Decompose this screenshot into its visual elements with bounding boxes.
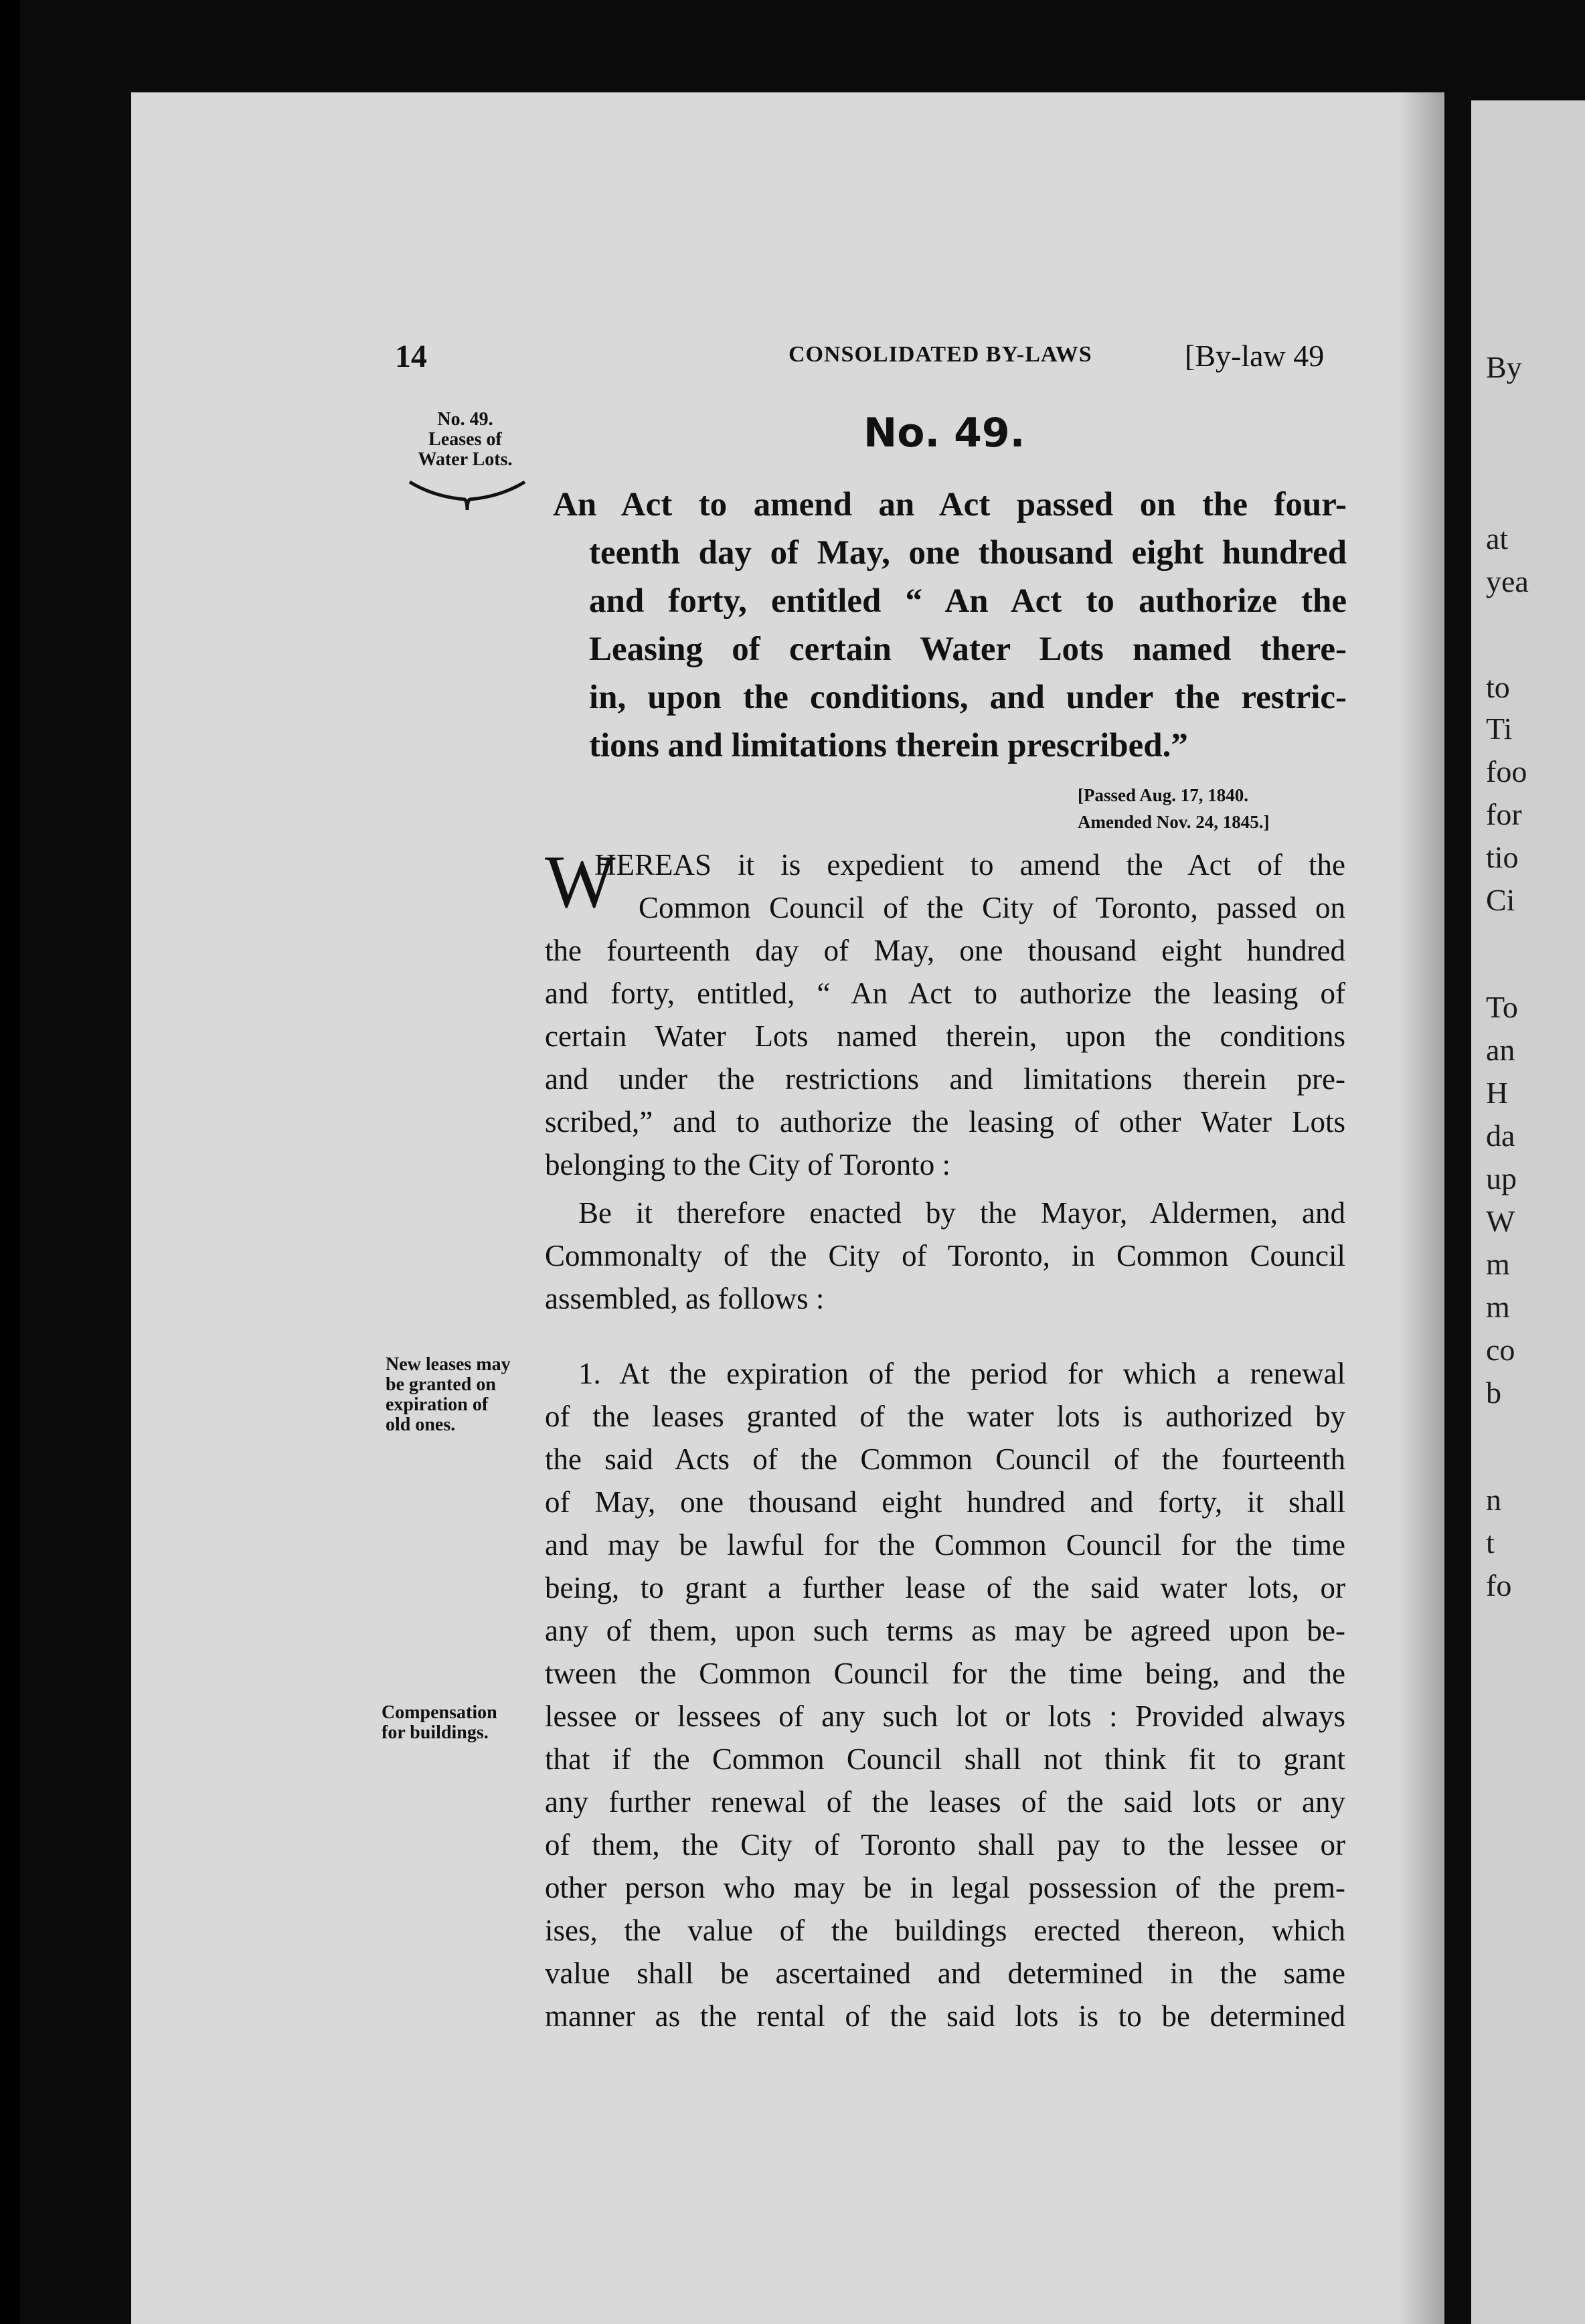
adjacent-page-fragment: m bbox=[1486, 1247, 1510, 1281]
adjacent-page-fragment: To bbox=[1486, 990, 1518, 1024]
preamble-line: An Act to amend an Act passed on the four- bbox=[553, 486, 1347, 523]
adjacent-page-fragment: to bbox=[1486, 670, 1510, 704]
preamble-line: Leasing of certain Water Lots named there- bbox=[589, 631, 1347, 668]
running-title: CONSOLIDATED BY-LAWS bbox=[788, 342, 1092, 367]
enact-line: Commonalty of the City of Toronto, in Common Council bbox=[545, 1239, 1345, 1272]
whereas-line: Common Council of the City of Toronto, passed on bbox=[639, 891, 1345, 924]
margin-note-line: for buildings. bbox=[382, 1722, 489, 1743]
decorative-brace-ornament bbox=[407, 477, 527, 514]
margin-note-line: No. 49. bbox=[437, 409, 493, 430]
whereas-line: and under the restrictions and limitations therein pre- bbox=[545, 1062, 1345, 1096]
margin-note-new-leases bbox=[386, 1355, 539, 1435]
adjacent-page bbox=[1471, 100, 1585, 2324]
margin-note-line: expiration of bbox=[386, 1394, 489, 1415]
whereas-clause bbox=[545, 843, 1345, 1186]
page-header bbox=[395, 338, 1345, 378]
whereas-line: and forty, entitled, “ An Act to authorize the leasing of bbox=[545, 977, 1345, 1010]
adjacent-page-fragment: fo bbox=[1486, 1568, 1512, 1602]
passed-date: [Passed Aug. 17, 1840. bbox=[1078, 785, 1249, 805]
preamble-line: in, upon the conditions, and under the restric- bbox=[589, 679, 1347, 716]
passed-amended-dates bbox=[1078, 782, 1270, 835]
preamble-line: and forty, entitled “ An Act to authorize the bbox=[589, 582, 1347, 620]
preamble-line: teenth day of May, one thousand eight hundred bbox=[589, 534, 1347, 572]
section-line: ises, the value of the buildings erected thereon, which bbox=[545, 1914, 1345, 1947]
section-line: manner as the rental of the said lots is to be determined bbox=[545, 1999, 1345, 2033]
whereas-line: the fourteenth day of May, one thousand eight hundred bbox=[545, 934, 1345, 967]
whereas-line: scribed,” and to authorize the leasing of other Water Lots bbox=[545, 1105, 1345, 1139]
amended-date: Amended Nov. 24, 1845.] bbox=[1078, 812, 1270, 832]
adjacent-page-fragment: at bbox=[1486, 521, 1509, 556]
whereas-line: belonging to the City of Toronto : bbox=[545, 1148, 950, 1181]
adjacent-page-fragment: n bbox=[1486, 1483, 1501, 1517]
adjacent-page-fragment: an bbox=[1486, 1033, 1515, 1067]
section-line: 1. At the expiration of the period for which a renewal bbox=[578, 1357, 1345, 1390]
section-line: of them, the City of Toronto shall pay to the lessee or bbox=[545, 1828, 1345, 1861]
bylaw-title: No. 49. bbox=[863, 410, 1025, 456]
section-line: other person who may be in legal possession of the prem- bbox=[545, 1871, 1345, 1904]
adjacent-page-fragment: yea bbox=[1486, 564, 1529, 598]
whereas-line: certain Water Lots named therein, upon the conditions bbox=[545, 1019, 1345, 1053]
adjacent-page-fragment: By bbox=[1486, 350, 1522, 384]
enacting-clause bbox=[545, 1191, 1345, 1320]
section-line: lessee or lessees of any such lot or lots : Provided always bbox=[545, 1699, 1345, 1733]
adjacent-page-fragment: co bbox=[1486, 1333, 1515, 1367]
margin-note-line: be granted on bbox=[386, 1374, 496, 1395]
adjacent-page-fragment: for bbox=[1486, 797, 1522, 831]
bylaw-reference: [By-law 49 bbox=[1185, 339, 1325, 373]
adjacent-page-fragment: H bbox=[1486, 1076, 1509, 1110]
margin-note-leases bbox=[408, 410, 522, 470]
adjacent-page-fragment: tio bbox=[1486, 840, 1519, 874]
section-line: any further renewal of the leases of the said lots or any bbox=[545, 1785, 1345, 1819]
section-line: of the leases granted of the water lots is authorized by bbox=[545, 1400, 1345, 1433]
adjacent-page-fragment: up bbox=[1486, 1161, 1517, 1195]
act-preamble bbox=[553, 481, 1347, 770]
margin-note-line: Compensation bbox=[382, 1702, 497, 1723]
section-line: any of them, upon such terms as may be agreed upon be- bbox=[545, 1614, 1345, 1647]
page-number: 14 bbox=[395, 339, 427, 374]
section-line: that if the Common Council shall not think fit to grant bbox=[545, 1742, 1345, 1776]
margin-note-compensation bbox=[382, 1703, 529, 1743]
section-line: being, to grant a further lease of the said water lots, or bbox=[545, 1571, 1345, 1604]
margin-note-line: New leases may bbox=[386, 1354, 511, 1375]
margin-note-line: Leases of bbox=[428, 429, 502, 450]
adjacent-page-fragment: W bbox=[1486, 1204, 1515, 1238]
section-line: and may be lawful for the Common Council for the time bbox=[545, 1528, 1345, 1562]
section-line: tween the Common Council for the time being, and the bbox=[545, 1657, 1345, 1690]
page-gutter-shadow bbox=[1398, 92, 1444, 2324]
adjacent-page-fragment: m bbox=[1486, 1290, 1510, 1324]
drop-cap: W bbox=[545, 841, 616, 924]
margin-note-line: Water Lots. bbox=[418, 449, 513, 470]
enact-line: assembled, as follows : bbox=[545, 1282, 825, 1315]
adjacent-page-fragment: Ci bbox=[1486, 883, 1515, 917]
whereas-line: HEREAS it is expedient to amend the Act of the bbox=[594, 848, 1345, 882]
adjacent-page-fragment: foo bbox=[1486, 754, 1527, 788]
enact-line: Be it therefore enacted by the Mayor, Aldermen, and bbox=[578, 1196, 1345, 1230]
scan-left-edge bbox=[0, 0, 20, 2324]
section-line: the said Acts of the Common Council of the fourteenth bbox=[545, 1442, 1345, 1476]
margin-note-line: old ones. bbox=[386, 1414, 456, 1435]
preamble-line: tions and limitations therein prescribed.” bbox=[589, 727, 1188, 764]
adjacent-page-fragment: Ti bbox=[1486, 712, 1513, 746]
section-line: of May, one thousand eight hundred and forty, it shall bbox=[545, 1485, 1345, 1519]
adjacent-page-fragment: b bbox=[1486, 1376, 1501, 1410]
section-1 bbox=[545, 1352, 1345, 2038]
section-line: value shall be ascertained and determined in the same bbox=[545, 1957, 1345, 1990]
adjacent-page-fragment: t bbox=[1486, 1525, 1495, 1560]
adjacent-page-fragment: da bbox=[1486, 1118, 1515, 1153]
